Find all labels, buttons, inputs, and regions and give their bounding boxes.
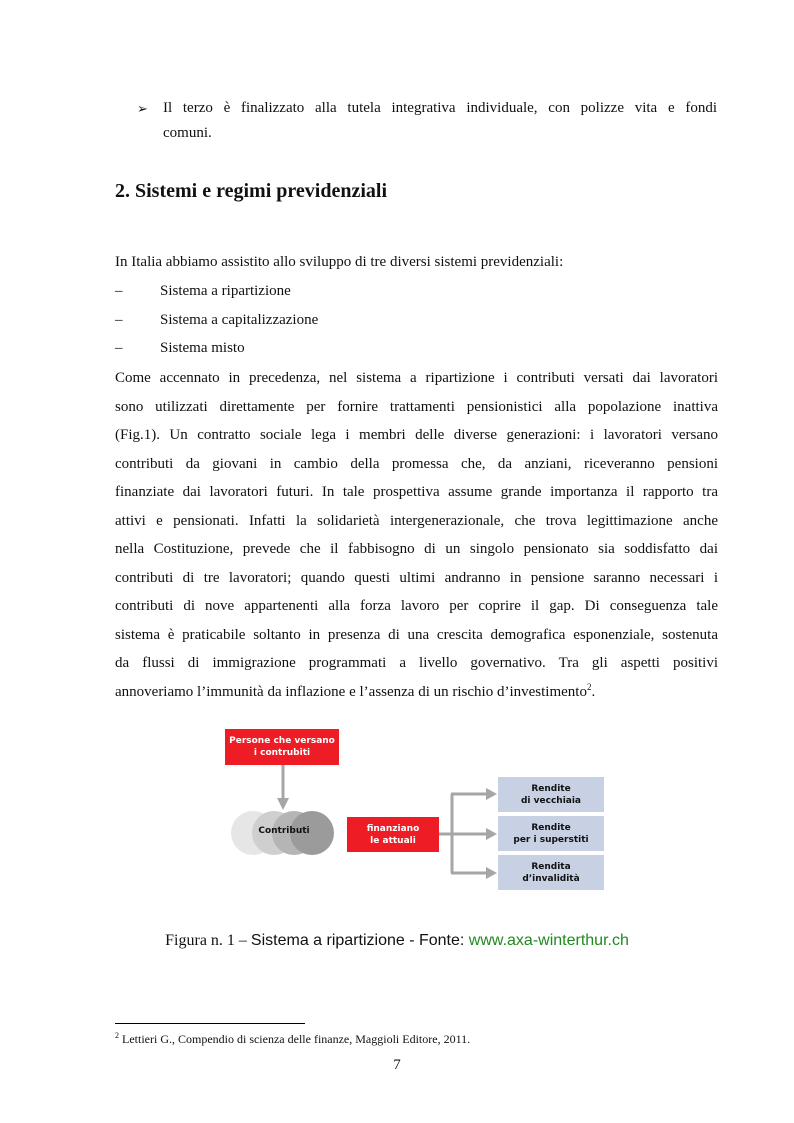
section-heading: 2. Sistemi e regimi previdenziali xyxy=(115,180,388,202)
rendita-line-2: d’invalidità xyxy=(522,873,580,884)
rendita-line-1: Rendite xyxy=(531,783,571,794)
rendita-line-1: Rendite xyxy=(531,822,571,833)
rendita-line-1: Rendita xyxy=(531,861,571,872)
paragraph-line: (Fig.1). Un contratto sociale lega i membri delle diverse generazioni: i lavoratori versano xyxy=(115,427,718,443)
rendita-box-vecchiaia xyxy=(498,777,604,812)
rendita-box-invalidita xyxy=(498,855,604,890)
list-item-label: Sistema a capitalizzazione xyxy=(160,311,319,328)
dash-marker: – xyxy=(115,340,123,356)
persone-line-2: i contrubiti xyxy=(253,748,311,758)
contributi-label: Contributi xyxy=(258,826,310,836)
arrow-branches-to-rendite xyxy=(439,788,497,879)
footnote-number: 2 xyxy=(115,1031,119,1040)
bullet-text-line-1: Il terzo è finalizzato alla tutela integrativa individuale, con polizze vita e fondi xyxy=(163,100,717,116)
pay-as-you-go-diagram xyxy=(222,725,612,897)
finanziano-line-2: le attuali xyxy=(370,835,416,846)
paragraph-line: sono utilizzati direttamente per fornire trattamenti pensionistici alla popolazione inattiva xyxy=(115,398,718,415)
page-number: 7 xyxy=(393,1057,401,1073)
rendita-line-2: per i superstiti xyxy=(513,834,589,845)
footnote-reference[interactable]: 2 xyxy=(586,681,592,692)
rendita-box-superstiti xyxy=(498,816,604,851)
paragraph-line: contributi da giovani in cambio della promessa che, da anziani, riceveranno pensioni xyxy=(115,455,718,472)
list-item-label: Sistema misto xyxy=(160,340,245,356)
caption-label: Figura n. 1 – xyxy=(165,932,251,949)
persone-box xyxy=(225,729,339,765)
paragraph-end-period: . xyxy=(591,683,596,700)
arrow-persone-to-contributi xyxy=(277,765,289,810)
paragraph-line: finanziate dai lavoratori futuri. In tale prospettiva assume grande importanza il rapporto tra xyxy=(115,484,718,500)
source-link[interactable]: www.axa-winterthur.ch xyxy=(468,932,629,949)
bullet-item xyxy=(137,96,717,146)
arrow-bullet-icon: ➢ xyxy=(137,101,148,116)
list-item-label: Sistema a ripartizione xyxy=(160,283,291,299)
body-paragraph xyxy=(115,364,718,706)
dash-marker: – xyxy=(115,283,123,299)
paragraph-line: nella Costituzione, prevede che il fabbisogno di un singolo pensionato sia soddisfatto dai xyxy=(115,541,718,557)
rendita-line-2: di vecchiaia xyxy=(520,795,582,806)
paragraph-last-line-text: annoveriamo l’immunità da inflazione e l’assenza di un rischio d’investimento xyxy=(115,683,587,700)
finanziano-box xyxy=(347,817,439,852)
paragraph-line: da flussi di immigrazione programmati a livello governativo. Tra gli aspetti positivi xyxy=(115,655,718,671)
footnote-divider xyxy=(115,1023,305,1024)
paragraph-line: contributi di nove appartenenti alla forza lavoro per coprire il gap. Di conseguenza tale xyxy=(115,598,718,614)
bullet-text-line-2: comuni. xyxy=(163,125,212,141)
finanziano-line-1: finanziano xyxy=(366,823,420,834)
intro-sentence: In Italia abbiamo assistito allo sviluppo di tre diversi sistemi previdenziali: xyxy=(115,254,564,270)
caption-title: Sistema a ripartizione - Fonte: xyxy=(250,932,469,949)
paragraph-line: sistema è praticabile soltanto in presenza di una crescita demografica esponenziale, sostenuta xyxy=(115,626,718,643)
paragraph-line: attivi e pensionati. Infatti la solidarietà intergenerazionale, che trova legittimazione anche xyxy=(115,512,718,529)
dash-marker: – xyxy=(115,311,123,328)
paragraph-line: contributi di tre lavoratori; quando questi ultimi andranno in pensione saranno necessari i xyxy=(115,569,718,586)
paragraph-last-line xyxy=(115,678,718,707)
figure-caption xyxy=(0,932,794,950)
paragraph-line: Come accennato in precedenza, nel sistema a ripartizione i contributi versati dai lavoratori xyxy=(115,370,718,386)
footnote xyxy=(115,1031,470,1047)
persone-line-1: Persone che versano xyxy=(229,736,335,746)
footnote-text: Lettieri G., Compendio di scienza delle finanze, Maggioli Editore, 2011. xyxy=(119,1032,471,1046)
